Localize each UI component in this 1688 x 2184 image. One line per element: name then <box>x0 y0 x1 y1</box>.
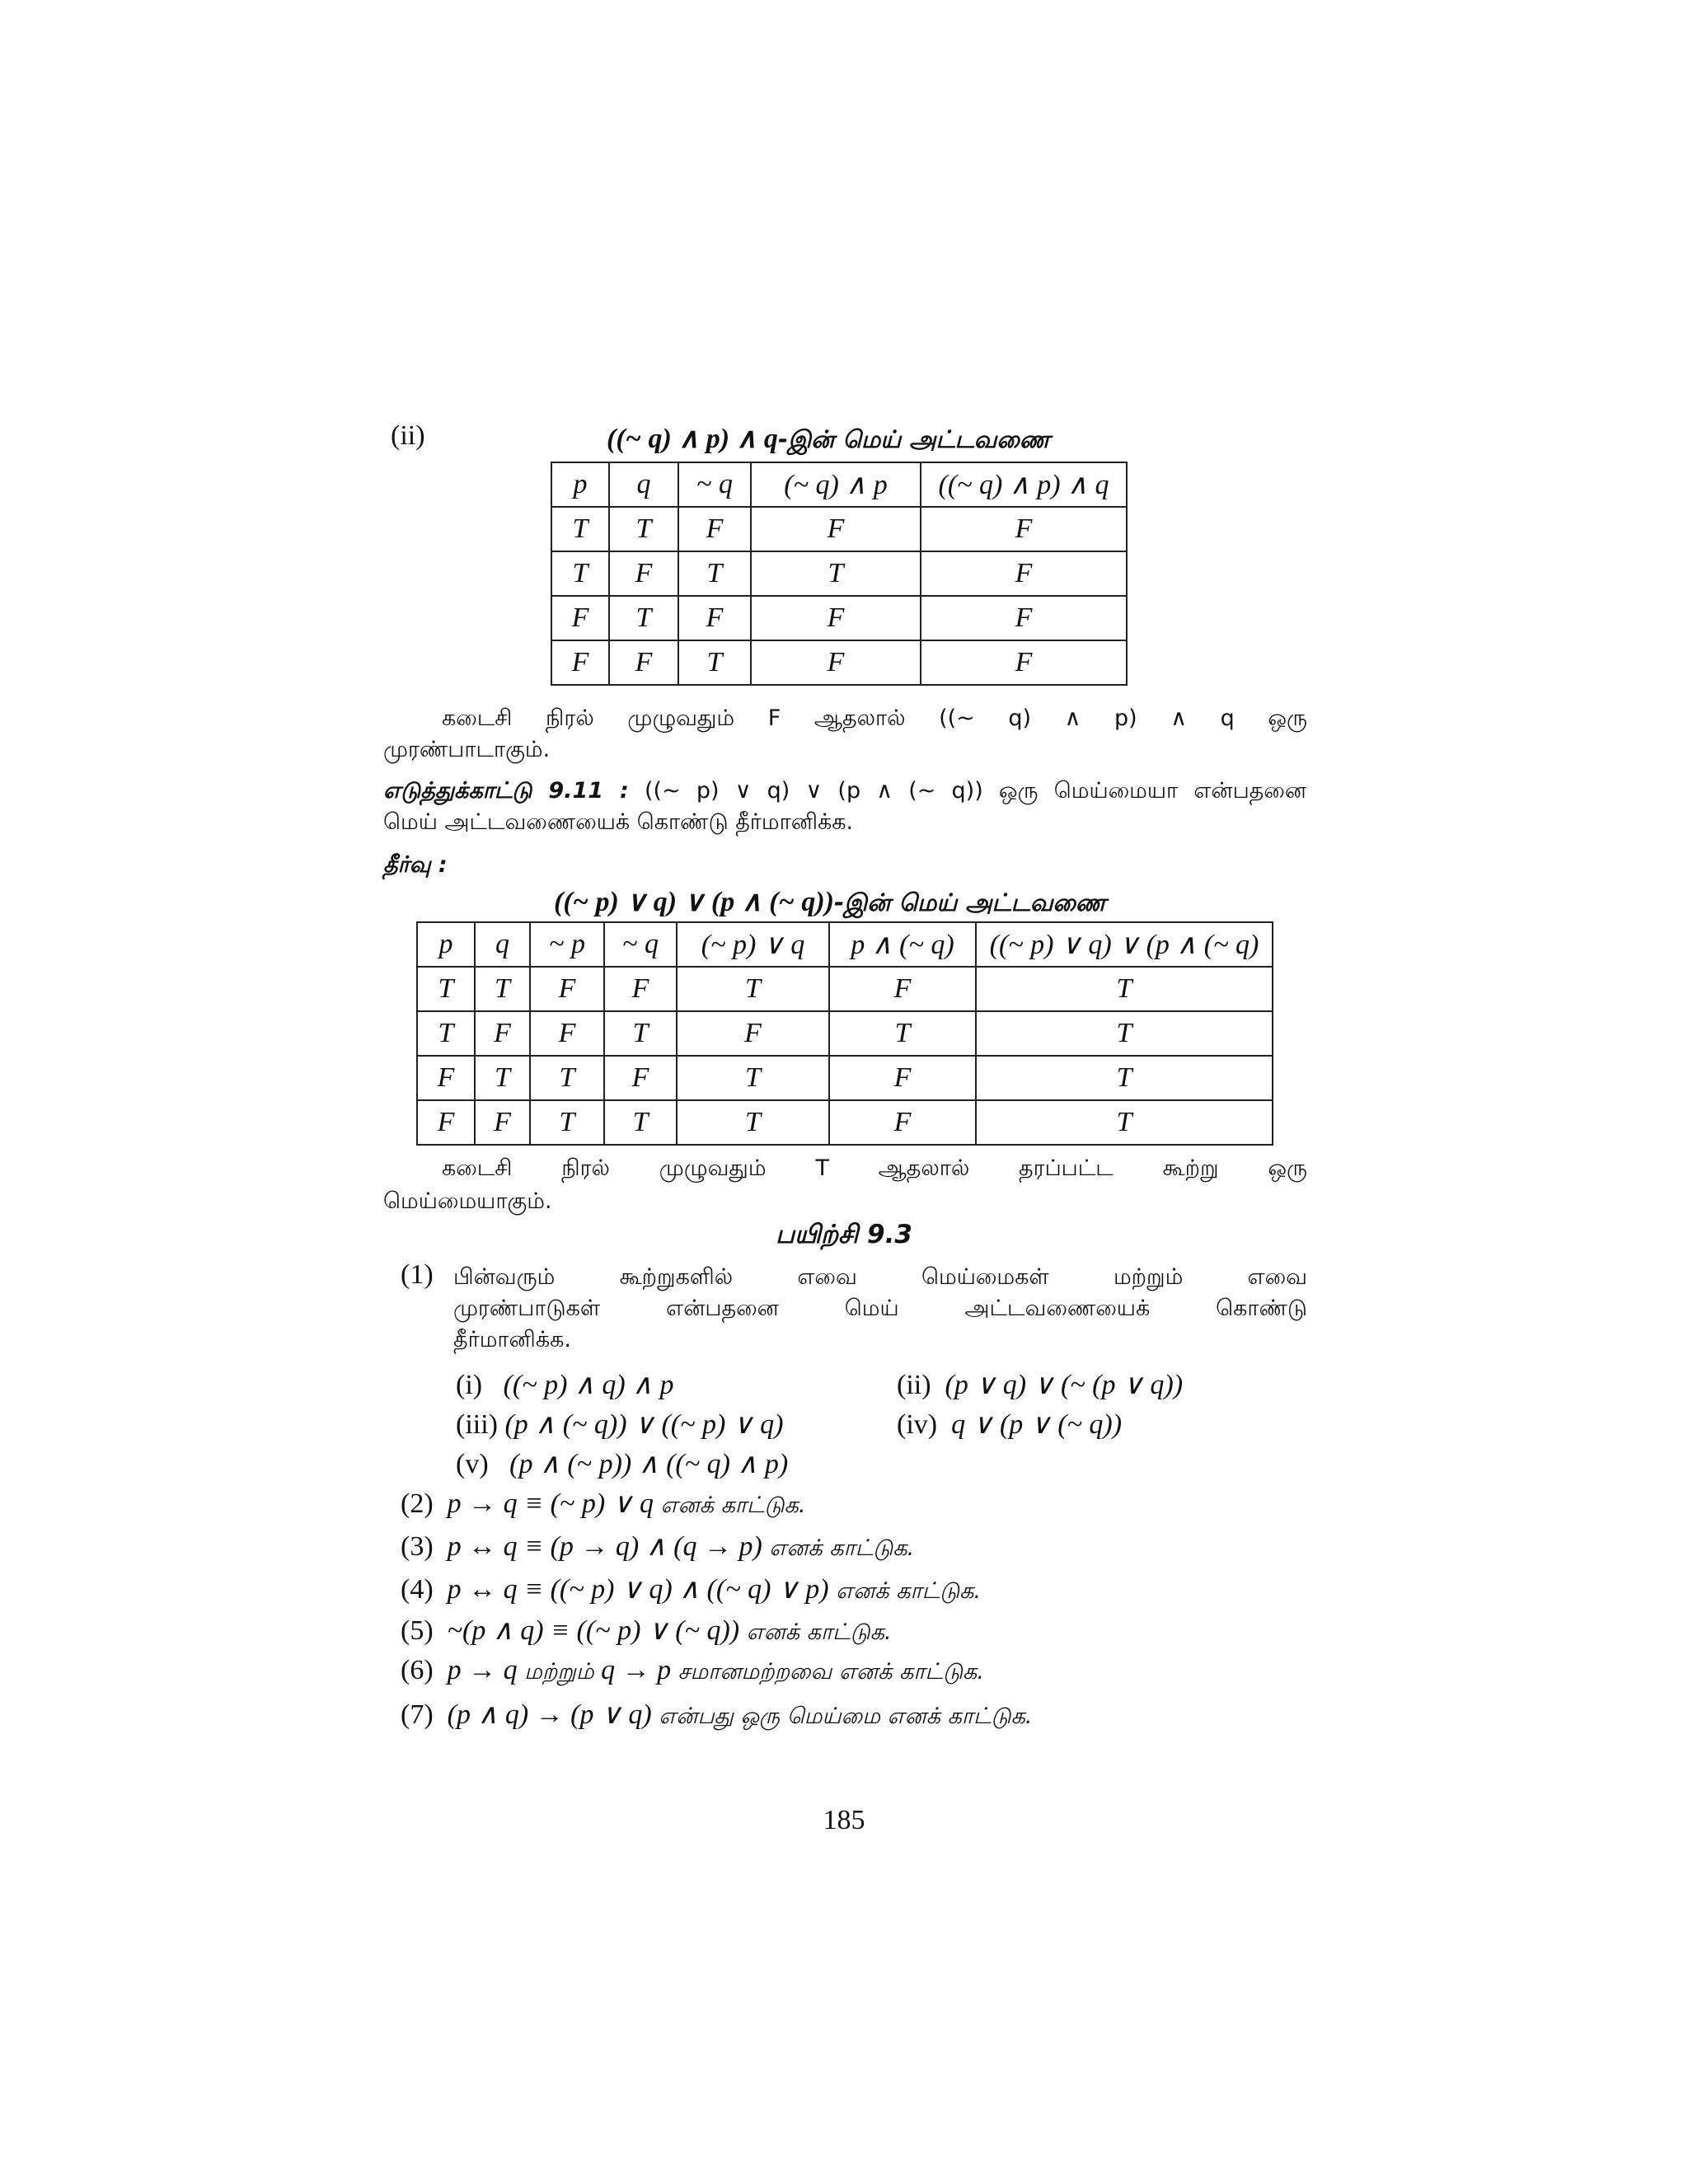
subquestion-iv <box>897 1408 1122 1441</box>
column-header: q <box>475 922 530 967</box>
table-cell: F <box>551 640 609 685</box>
table-cell: T <box>976 967 1273 1011</box>
table-cell: F <box>604 1056 677 1100</box>
conclusion2-line1: கடைசி நிரல் முழுவதும் T ஆதலால் தரப்பட்ட கூற்று ஒரு <box>442 1155 1307 1181</box>
table-cell: F <box>677 1011 829 1056</box>
table1-title-suffix: -இன் மெய் அட்டவணை <box>777 425 1050 453</box>
table2-title-suffix: -இன் மெய் அட்டவணை <box>833 888 1106 916</box>
table-cell: T <box>677 1056 829 1100</box>
table-cell: T <box>604 1011 677 1056</box>
subquestion-ii <box>897 1368 1183 1401</box>
question-2 <box>401 1487 805 1521</box>
table-row <box>551 507 1127 551</box>
table-cell: T <box>530 1100 604 1145</box>
question-expression: p ↔ q ≡ (p → q) ∧ (q → p) <box>447 1531 762 1562</box>
column-header: p <box>417 922 475 967</box>
question-number: (4) <box>401 1574 434 1605</box>
question-6 <box>401 1655 984 1688</box>
table2-title <box>554 885 1106 920</box>
question-4 <box>401 1572 981 1607</box>
question-number: (7) <box>401 1699 434 1730</box>
table-cell: T <box>829 1011 976 1056</box>
column-header: ((~ p) ∨ q) ∨ (p ∧ (~ q) <box>976 922 1273 967</box>
question-1-number: (1) <box>401 1259 434 1290</box>
question-3 <box>401 1530 914 1564</box>
table-cell: F <box>609 640 678 685</box>
column-header: p ∧ (~ q) <box>829 922 976 967</box>
question-expression: p ↔ q ≡ ((~ p) ∨ q) ∧ ((~ q) ∨ p) <box>447 1574 829 1605</box>
table-cell: T <box>609 507 678 551</box>
question-text: சமானமற்றவை எனக் காட்டுக. <box>678 1659 984 1685</box>
table-cell: F <box>551 596 609 640</box>
table-cell: F <box>417 1100 475 1145</box>
exercise-title: பயிற்சி 9.3 <box>776 1220 912 1249</box>
table2-title-formula: ((~ p) ∨ q) ∨ (p ∧ (~ q)) <box>554 887 834 917</box>
column-header: ~ q <box>678 462 751 507</box>
table-row <box>417 1011 1273 1056</box>
example-line2: மெய் அட்டவணையைக் கொண்டு தீர்மானிக்க. <box>383 809 854 835</box>
example-heading <box>383 775 1306 808</box>
truth-table-2 <box>416 921 1273 1146</box>
solution-label: தீர்வு : <box>383 852 448 878</box>
column-header: ((~ q) ∧ p) ∧ q <box>921 462 1127 507</box>
question-number: (3) <box>401 1531 434 1562</box>
subquestion-i <box>456 1368 674 1401</box>
table1-title <box>607 422 1050 457</box>
question-1-line2: முரண்பாடுகள் என்பதனை மெய் அட்டவணையைக் கொண்டு <box>453 1296 1307 1321</box>
table-cell: F <box>829 1056 976 1100</box>
column-header: ~ p <box>530 922 604 967</box>
example-label: எடுத்துக்காட்டு 9.11 : <box>383 778 629 804</box>
subquestion-number: (v) <box>456 1449 489 1479</box>
table-cell: F <box>678 507 751 551</box>
table-cell: T <box>976 1100 1273 1145</box>
table-cell: T <box>475 1056 530 1100</box>
question-number: (2) <box>401 1488 434 1519</box>
question-5 <box>401 1614 892 1648</box>
table-cell: F <box>609 551 678 596</box>
subquestion-expression: (p ∧ (~ q)) ∨ ((~ p) ∨ q) <box>504 1409 784 1440</box>
subquestion-expression: ((~ p) ∧ q) ∧ p <box>503 1370 674 1400</box>
table-cell: T <box>609 596 678 640</box>
question-expression-2: q → p <box>601 1655 672 1685</box>
subquestion-number: (iii) <box>456 1409 498 1440</box>
table-cell: T <box>551 507 609 551</box>
question-text: எனக் காட்டுக. <box>746 1619 892 1645</box>
table-cell: T <box>475 967 530 1011</box>
question-expression-1: p → q <box>447 1655 518 1685</box>
table-cell: F <box>751 640 921 685</box>
truth-table-1 <box>551 462 1128 686</box>
table-row <box>551 596 1127 640</box>
table-cell: T <box>604 1100 677 1145</box>
table-cell: F <box>921 596 1127 640</box>
table-cell: T <box>677 1100 829 1145</box>
table-header-row <box>417 922 1273 967</box>
table-cell: F <box>417 1056 475 1100</box>
table-cell: F <box>921 640 1127 685</box>
conclusion1-line1: கடைசி நிரல் முழுவதும் F ஆதலால் ((~ q) ∧ p) ∧ q ஒரு <box>442 705 1307 731</box>
table-cell: F <box>921 551 1127 596</box>
table-cell: T <box>417 967 475 1011</box>
question-number: (5) <box>401 1615 434 1646</box>
table-cell: F <box>829 967 976 1011</box>
table-cell: T <box>678 640 751 685</box>
table-row <box>417 1100 1273 1145</box>
question-expression: (p ∧ q) → (p ∨ q) <box>447 1699 652 1730</box>
table-row <box>551 640 1127 685</box>
subquestion-iii <box>456 1408 784 1441</box>
table-cell: F <box>829 1100 976 1145</box>
table-cell: F <box>475 1011 530 1056</box>
question-text: எனக் காட்டுக. <box>660 1493 806 1518</box>
question-7 <box>401 1698 1032 1732</box>
column-header: (~ p) ∨ q <box>677 922 829 967</box>
table-cell: F <box>751 507 921 551</box>
table-cell: T <box>976 1011 1273 1056</box>
table-cell: F <box>751 596 921 640</box>
example-statement: ((~ p) ∨ q) ∨ (p ∧ (~ q)) ஒரு மெய்மையா என்பதனை <box>645 778 1307 804</box>
question-connector: மற்றும் <box>524 1659 594 1685</box>
table-row <box>417 1056 1273 1100</box>
table-cell: T <box>751 551 921 596</box>
question-number: (6) <box>401 1655 434 1685</box>
column-header: p <box>551 462 609 507</box>
part-label: (ii) <box>391 420 425 451</box>
table-cell: F <box>475 1100 530 1145</box>
column-header: q <box>609 462 678 507</box>
table1-title-formula: ((~ q) ∧ p) ∧ q <box>607 424 778 454</box>
conclusion2-line2: மெய்மையாகும். <box>383 1188 552 1214</box>
table-cell: T <box>530 1056 604 1100</box>
subquestion-number: (iv) <box>897 1409 938 1440</box>
table-row <box>551 551 1127 596</box>
table-cell: T <box>678 551 751 596</box>
table-cell: T <box>551 551 609 596</box>
conclusion1-line2: முரண்பாடாகும். <box>383 737 551 762</box>
table-cell: T <box>677 967 829 1011</box>
subquestion-expression: (p ∨ q) ∨ (~ (p ∨ q)) <box>945 1370 1184 1400</box>
question-1-line1: பின்வரும் கூற்றுகளில் எவை மெய்மைகள் மற்றும் எவை <box>453 1264 1307 1290</box>
column-header: ~ q <box>604 922 677 967</box>
question-text: எனக் காட்டுக. <box>769 1535 915 1561</box>
table-cell: F <box>678 596 751 640</box>
page-number: 185 <box>823 1805 865 1835</box>
question-expression: p → q ≡ (~ p) ∨ q <box>447 1488 654 1519</box>
table-row <box>417 967 1273 1011</box>
subquestion-number: (i) <box>456 1370 483 1400</box>
question-text: என்பது ஒரு மெய்மை எனக் காட்டுக. <box>659 1704 1033 1729</box>
table-cell: F <box>530 967 604 1011</box>
table-cell: T <box>976 1056 1273 1100</box>
question-expression: ~(p ∧ q) ≡ ((~ p) ∨ (~ q)) <box>447 1615 740 1646</box>
question-text: எனக் காட்டுக. <box>836 1578 982 1604</box>
subquestion-expression: (p ∧ (~ p)) ∧ ((~ q) ∧ p) <box>509 1449 789 1479</box>
table-cell: F <box>530 1011 604 1056</box>
table-cell: F <box>604 967 677 1011</box>
subquestion-v <box>456 1447 788 1480</box>
table-header-row <box>551 462 1127 507</box>
question-1-line3: தீர்மானிக்க. <box>453 1327 571 1352</box>
subquestion-number: (ii) <box>897 1370 931 1400</box>
table-cell: F <box>921 507 1127 551</box>
column-header: (~ q) ∧ p <box>751 462 921 507</box>
table-cell: T <box>417 1011 475 1056</box>
subquestion-expression: q ∨ (p ∨ (~ q)) <box>951 1409 1123 1440</box>
